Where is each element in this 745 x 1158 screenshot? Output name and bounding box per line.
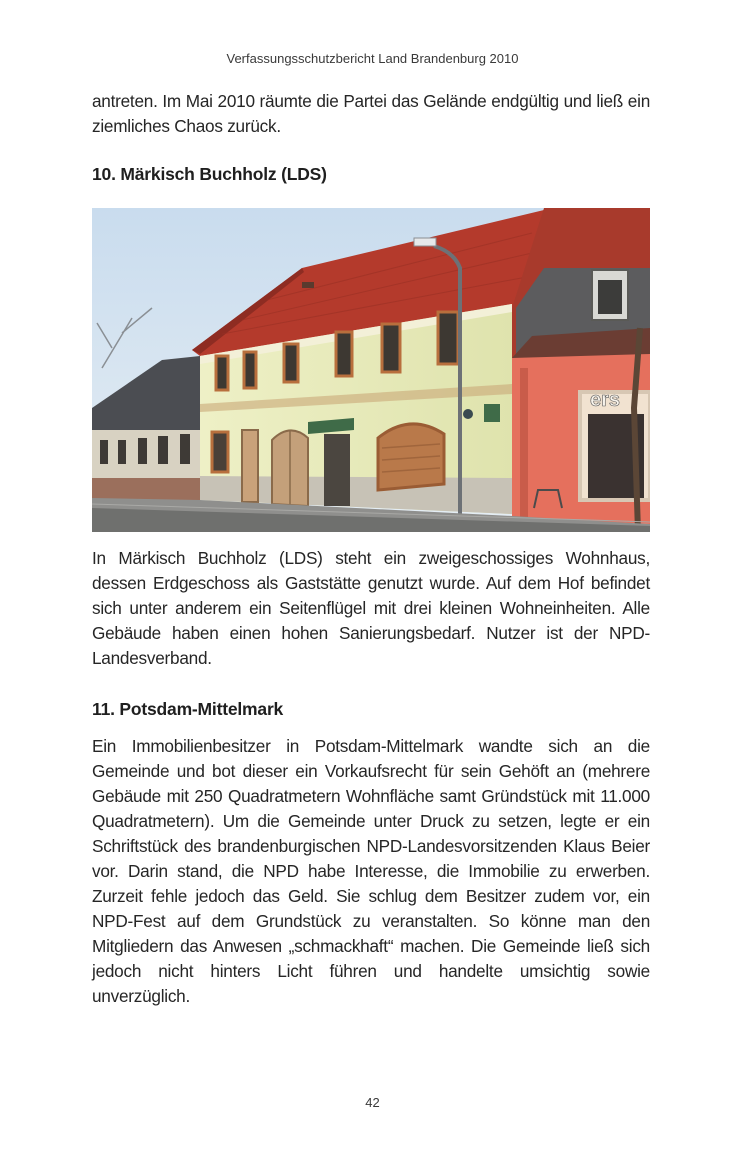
shop-sign-text: ers <box>590 389 621 411</box>
section-10-heading: 10. Märkisch Buchholz (LDS) <box>92 164 327 184</box>
section-10-paragraph: In Märkisch Buchholz (LDS) steht ein zweigeschossiges Wohnhaus, dessen Erdgeschoss als Gaststätte genutzt wurde. Auf dem Hof befindet sich unter anderem ein Seitenflügel mit drei kleinen Wohneinheiten. Alle Gebäude haben einen hohen Sanierungsbedarf. Nutzer ist der NPD-Landesverband. <box>92 548 650 668</box>
intro-paragraph: antreten. Im Mai 2010 räumte die Partei das Gelände endgültig und ließ ein ziemliches Chaos zurück. <box>92 91 650 136</box>
running-head: Verfassungsschutzbericht Land Brandenburg 2010 <box>226 51 519 66</box>
page-number: 42 <box>365 1095 380 1110</box>
building-photo <box>92 208 650 532</box>
section-11-heading: 11. Potsdam-Mittelmark <box>92 699 284 719</box>
section-11-paragraph: Ein Immobilienbesitzer in Potsdam-Mittelmark wandte sich an die Gemeinde und bot dieser ein Vorkaufsrecht für sein Gehöft an (mehrere Gebäude mit 250 Quadratmetern Wohnfläche samt Gründstück mit 11.000 Quadratmetern). Um die Gemeinde unter Druck zu setzen, legte er ein Schriftstück des brandenburgischen NPD-Landesvorsitzenden Klaus Beier vor. Darin stand, die NPD habe Interesse, die Immobilie zu erwerben. Zurzeit fehle jedoch das Geld. Sie schlug dem Besitzer zudem vor, ein NPD-Fest auf dem Grundstück zu veranstalten. So könne man den Mitgliedern das Anwesen „schmackhaft“ machen. Die Gemeinde ließ sich jedoch nicht hinters Licht führen und handelte umsichtig sowie unverzüglich. <box>92 736 650 1006</box>
